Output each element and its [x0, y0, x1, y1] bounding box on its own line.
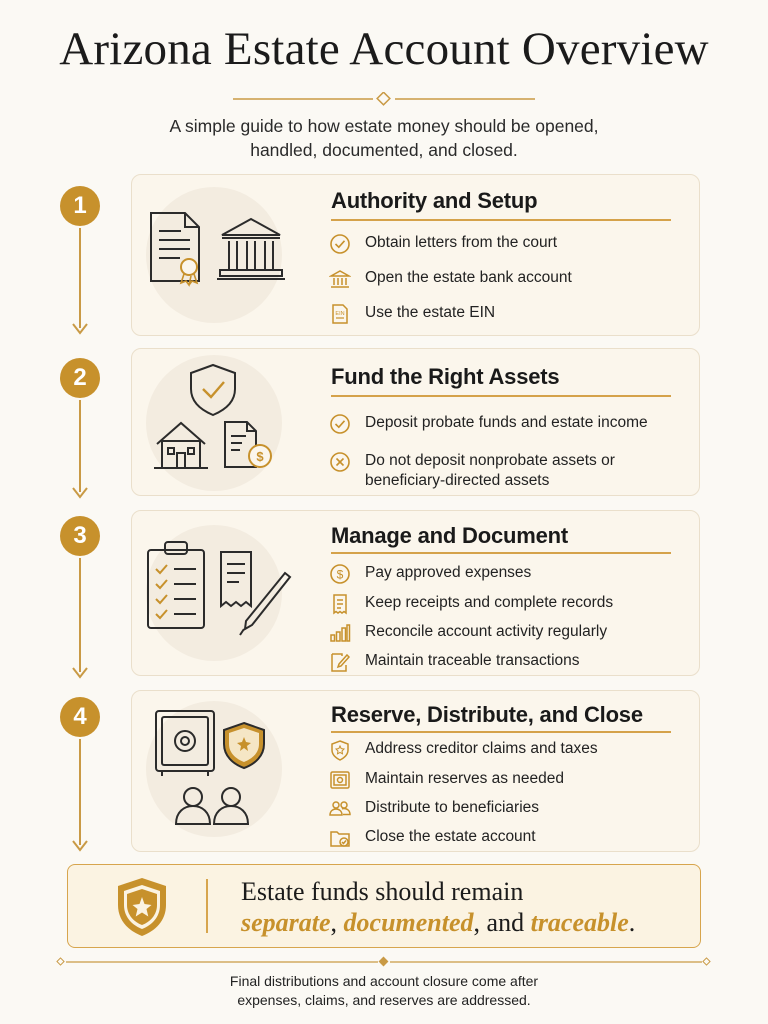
item-text: Pay approved expenses — [365, 564, 532, 581]
dollar-circle-icon — [329, 563, 351, 585]
people-icon — [329, 798, 351, 820]
item-text: Close the estate account — [365, 828, 536, 845]
footer-line-2: expenses, claims, and reserves are addressed. — [237, 992, 531, 1008]
item-text: Maintain traceable transactions — [365, 652, 580, 669]
arrow-down-icon — [72, 323, 88, 335]
footer-note — [0, 972, 768, 1010]
x-circle-icon — [329, 451, 351, 473]
banner-separator: , — [330, 908, 344, 937]
list-item — [329, 651, 580, 673]
title-underline — [331, 395, 671, 397]
footer-line-1: Final distributions and account closure come after — [229, 973, 539, 989]
arrow-down-icon — [72, 840, 88, 852]
title-underline — [331, 219, 671, 221]
step-title: Fund the Right Assets — [331, 364, 560, 389]
item-text: Address creditor claims and taxes — [365, 740, 598, 757]
item-text: Reconcile account activity regularly — [365, 623, 608, 640]
arrow-down-icon — [72, 667, 88, 679]
timeline-line-2 — [79, 400, 81, 492]
emphasis-traceable: traceable — [530, 908, 629, 937]
shield-star-icon — [329, 739, 351, 761]
receipt-icon — [329, 593, 351, 615]
step-card-authority — [131, 174, 700, 336]
item-text: Maintain reserves as needed — [365, 770, 565, 787]
bank-icon — [329, 268, 351, 290]
edit-document-icon — [329, 651, 351, 673]
house-shield-illustration-icon — [132, 349, 322, 497]
folder-check-icon — [329, 827, 351, 849]
item-text: Keep receipts and complete records — [365, 594, 614, 611]
title-divider — [0, 92, 768, 106]
timeline-line-3 — [79, 558, 81, 672]
list-item — [329, 739, 598, 761]
footer-divider — [0, 955, 768, 969]
subtitle-line-2: handled, documented, and closed. — [250, 140, 518, 160]
step-title: Authority and Setup — [331, 188, 538, 213]
step-number-2: 2 — [60, 358, 100, 398]
svg-text:$: $ — [336, 567, 344, 582]
step-title: Manage and Document — [331, 523, 569, 548]
summary-banner — [67, 864, 701, 948]
timeline-line-1 — [79, 228, 81, 328]
list-item — [329, 413, 648, 435]
item-text: Open the estate bank account — [365, 269, 572, 286]
item-text-line-1: Do not deposit nonprobate assets or — [365, 452, 615, 469]
step-card-fund — [131, 348, 700, 496]
banner-text-line-1: Estate funds should remain — [241, 877, 524, 906]
ein-document-icon — [329, 303, 351, 325]
title-underline — [331, 552, 671, 554]
banner-text-line-2 — [241, 908, 635, 938]
step-number-3: 3 — [60, 516, 100, 556]
check-circle-icon — [329, 413, 351, 435]
list-item — [329, 563, 531, 585]
item-text: Deposit probate funds and estate income — [365, 414, 648, 431]
safe-icon — [329, 769, 351, 791]
list-item — [329, 233, 557, 255]
list-item — [329, 303, 495, 325]
banner-separator: , and — [473, 908, 531, 937]
list-item — [329, 769, 564, 791]
check-circle-icon — [329, 233, 351, 255]
item-text: Use the estate EIN — [365, 304, 496, 321]
page-title: Arizona Estate Account Overview — [59, 23, 709, 75]
list-item — [329, 622, 607, 644]
step-number-4: 4 — [60, 697, 100, 737]
step-number-1: 1 — [60, 186, 100, 226]
banner-divider — [206, 879, 208, 933]
list-item — [329, 827, 536, 849]
subtitle-line-1: A simple guide to how estate money should be opened, — [169, 116, 599, 136]
ein-icon-label: EIN — [335, 311, 345, 317]
step-card-reserve — [131, 690, 700, 852]
list-item — [329, 451, 615, 491]
list-item — [329, 798, 539, 820]
bar-chart-icon — [329, 622, 351, 644]
safe-shield-people-illustration-icon — [132, 691, 322, 853]
title-underline — [331, 731, 671, 733]
list-item — [329, 268, 572, 290]
timeline-line-4 — [79, 739, 81, 845]
document-bank-illustration-icon — [132, 175, 322, 337]
svg-text:$: $ — [256, 449, 264, 464]
clipboard-receipt-illustration-icon — [132, 511, 322, 677]
item-text-line-2: beneficiary-directed assets — [365, 472, 550, 489]
list-item — [329, 593, 613, 615]
emphasis-separate: separate — [241, 908, 331, 937]
step-title: Reserve, Distribute, and Close — [331, 702, 643, 727]
arrow-down-icon — [72, 487, 88, 499]
item-text — [365, 451, 615, 491]
item-text: Obtain letters from the court — [365, 234, 558, 251]
item-text: Distribute to beneficiaries — [365, 799, 540, 816]
step-card-manage — [131, 510, 700, 676]
subtitle — [0, 114, 768, 162]
emphasis-documented: documented — [343, 908, 474, 937]
banner-period: . — [628, 908, 636, 937]
shield-star-icon — [114, 875, 170, 939]
